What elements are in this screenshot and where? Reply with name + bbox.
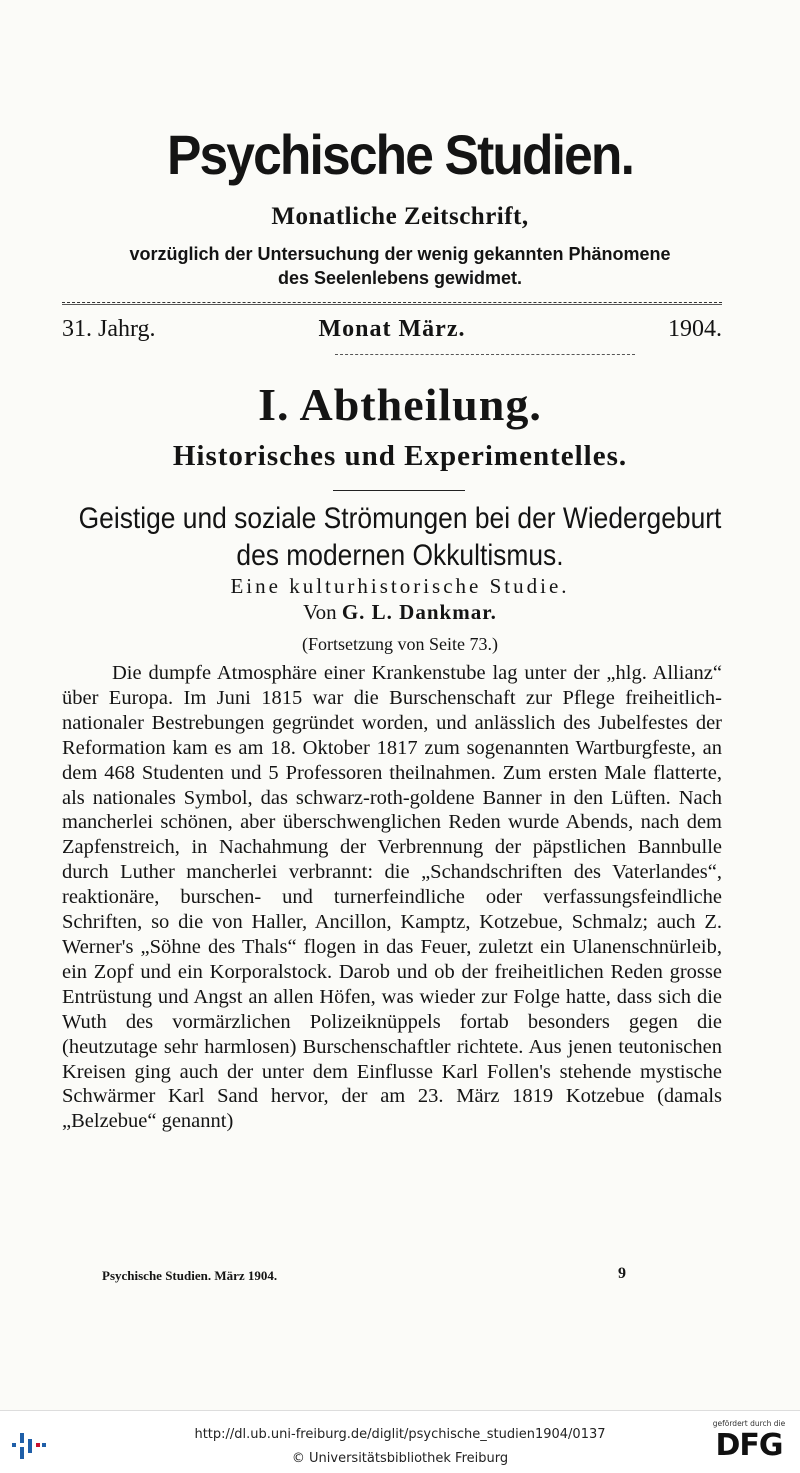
- article-title-line2: des modernen Okkultismus.: [236, 539, 564, 572]
- article-title: [48, 500, 752, 574]
- viewer-footer: [0, 1410, 800, 1473]
- masthead-rule-dashed: [62, 302, 722, 303]
- sponsor-logo-text: DFG: [715, 1428, 783, 1463]
- journal-tagline-line1: vorzüglich der Untersuchung der wenig gekannten Phänomene: [129, 244, 671, 264]
- section-divider: [333, 490, 465, 491]
- article-title-line1: Geistige und soziale Strömungen bei der Wiedergeburt: [78, 502, 722, 535]
- sponsor-caption: gefördert durch die: [712, 1419, 786, 1428]
- body-paragraph: Die dumpfe Atmosphäre einer Krankenstube lag unter der „hlg. Allianz“ über Europa. Im Juni 1815 war die Burschenschaft zur Pflege freiheitlich-nationaler Bestrebungen gegründet worden, und anlässlich des Jubelfestes der Reformation kam es am 18. Oktober 1817 zum sogenannten Wartburgfeste, an dem 468 Studenten und 5 Professoren theilnahmen. Zum ersten Male flatterte, als nationales Symbol, das schwarz-roth-goldene Banner in den Lüften. Nach mancherlei schönen, aber überschwenglichen Reden wurde Abends, nach dem Zapfenstreich, in Nachahmung der Verbrennung der päpstlichen Bannbulle durch Luther mancherlei verbrannt: die „Schandschriften des Vaterlandes“, reaktionäre, burschen- und turnerfeindliche oder verfassungsfeindliche Schriften, so die von Haller, Ancillon, Kamptz, Kotzebue, Schmalz; auch Z. Werner's „Söhne des Thals“ flogen in das Feuer, zuletzt ein Ulanenschnürleib, ein Zopf und ein Korporalstock. Darob und ob der freiheitlichen Reden grosse Entrüstung und Angst an allen Höfen, was wieder zur Folge hatte, dass sich die Wuth des vormärzlichen Polizeiknüppels fortab besonders gegen die (heutzutage sehr harmlosen) Burschenschaftler richtete. Aus jenen teutonischen Kreisen ging auch der unter dem Einflusse Karl Follen's stehende mystische Schwärmer Karl Sand hervor, der am 23. März 1819 Kotzebue (damals „Belzebue“ genannt): [62, 662, 722, 1133]
- continuation-note: (Fortsetzung von Seite 73.): [302, 634, 498, 654]
- issue-volume: 31. Jahrg.: [62, 316, 156, 342]
- issue-rule: [335, 354, 635, 355]
- section-subheading: Historisches und Experimentelles.: [172, 440, 628, 472]
- issue-year: 1904.: [668, 316, 722, 342]
- author-line: [0, 600, 800, 625]
- copyright-notice: © Universitätsbibliothek Freiburg: [291, 1451, 509, 1466]
- author-name: G. L. Dankmar.: [341, 600, 497, 624]
- issue-line: [62, 316, 722, 348]
- signature-mark: 9: [618, 1265, 626, 1282]
- journal-tagline-line2: des Seelenlebens gewidmet.: [277, 268, 523, 288]
- journal-subtitle: Monatliche Zeitschrift,: [271, 203, 529, 230]
- author-prefix: Von: [303, 600, 337, 624]
- journal-title: Psychische Studien.: [166, 123, 634, 186]
- dfg-logo: [708, 1419, 790, 1469]
- issue-month: Monat März.: [318, 316, 466, 342]
- permalink-url[interactable]: http://dl.ub.uni-freiburg.de/diglit/psychische_studien1904/0137: [194, 1427, 606, 1442]
- running-footer: Psychische Studien. März 1904.: [102, 1268, 278, 1283]
- masthead-rule-solid: [62, 304, 722, 305]
- section-heading: I. Abtheilung.: [258, 379, 542, 430]
- article-subtitle: Eine kulturhistorische Studie.: [230, 574, 570, 598]
- article-body: [62, 661, 722, 1134]
